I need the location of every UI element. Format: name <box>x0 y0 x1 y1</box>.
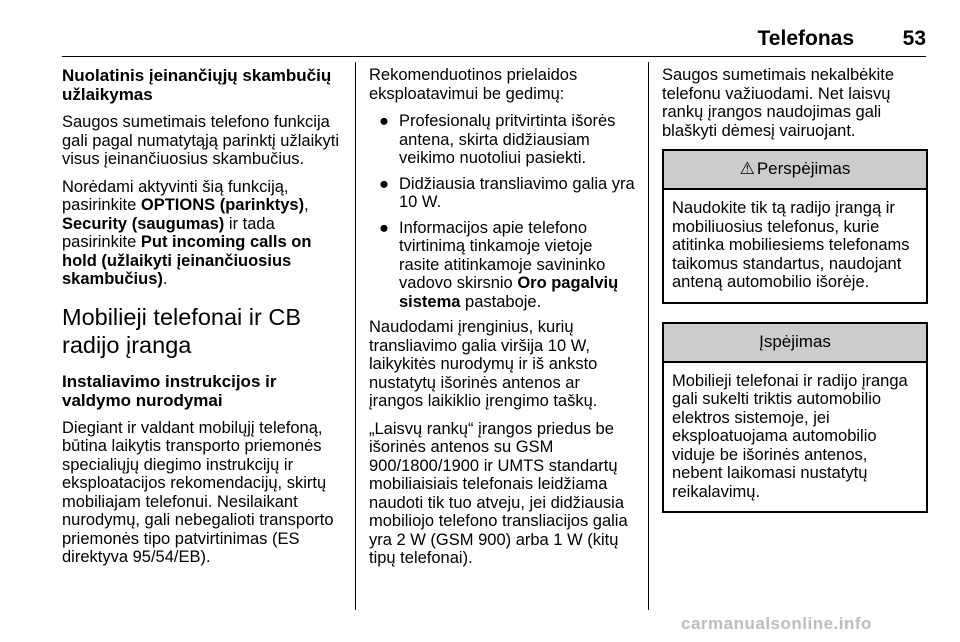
list-item-text: Profesionalų pritvirtinta išorės antena, skirta didžiausiam veikimo nuotoliui pasiekti. <box>399 112 616 167</box>
section-reference-airbag: Oro pagalvių sistema <box>399 274 619 311</box>
text-run: . <box>162 270 168 288</box>
list-item <box>369 175 635 212</box>
recommendations-list <box>369 112 635 311</box>
column-left <box>62 66 346 576</box>
list-item-text: Informacijos apie telefono tvirtinimą tinkamoje vietoje rasite atitinkamoje savininko vadovo skirsnio <box>399 218 606 292</box>
text-run: Norėdami aktyvinti šią funkciją, pasirinkite <box>62 177 289 214</box>
list-item-text: Didžiausia transliavimo galia yra 10 W. <box>399 174 635 211</box>
section-heading-mobile-cb: Mobilieji telefonai ir CB radijo įranga <box>62 303 302 358</box>
paragraph-handsfree: „Laisvų rankų“ įrangos priedus be išorinės antenos su GSM 900/1800/1900 ir UMTS standartų mobiliaisiais telefonais leidžiama naudoti tik tuo atveju, jei didžiausia mobiliojo telefono transliacijos galia yra 2 W (GSM 900) arba 1 W (kitų tipų telefonai). <box>369 419 628 567</box>
caution-box <box>662 322 928 514</box>
paragraph-high-power-usage: Naudodami įrenginius, kurių transliavimo galia viršija 10 W, laikykitės nurodymų ir iš anksto nustatytų išorinės antenos ar įrangos laikiklio įrengimo taškų. <box>369 318 598 410</box>
warning-box <box>662 149 928 304</box>
warning-title: Perspėjimas <box>756 159 851 179</box>
column-divider <box>648 62 649 610</box>
paragraph-recommendations-intro: Rekomenduotinos prielaidos eksploatavimui be gedimų: <box>369 66 578 103</box>
watermark-logo: carmanualsonline.info <box>681 614 872 633</box>
list-item <box>369 219 635 312</box>
column-divider <box>355 62 356 610</box>
paragraph-activate-instructions <box>62 178 346 289</box>
section-heading-install: Instaliavimo instrukcijos ir valdymo nurodymai <box>62 371 277 410</box>
caution-body: Mobilieji telefonai ir radijo įranga gali sukelti triktis automobilio elektros sistemoje, jei eksploatuojama automobilio viduje be išorinės antenos, nebent laikomasi nustatytų reikalavimų. <box>672 371 908 501</box>
bullet-icon: ● <box>379 112 389 130</box>
list-item-text: pastaboje. <box>460 292 542 311</box>
column-middle <box>369 66 635 577</box>
text-run: , <box>304 196 309 214</box>
list-item <box>369 112 635 168</box>
paragraph-safety: Saugos sumetimais nekalbėkite telefonu važiuodami. Net laisvų rankų įrangos naudojimas gali blaškyti dėmesį vairuojant. <box>662 66 895 140</box>
paragraph-hold-info: Saugos sumetimais telefono funkcija gali pagal numatytąją parinktį užlaikyti visus įeinančiuosius skambučius. <box>62 113 339 168</box>
page-title: Telefonas <box>757 27 854 50</box>
section-heading-continuous-hold: Nuolatinis įeinančiųjų skambučių užlaikymas <box>62 66 332 104</box>
text-run: ir tada pasirinkite <box>62 214 275 251</box>
column-right <box>662 66 928 531</box>
page-number: 53 <box>902 27 926 50</box>
bullet-icon: ● <box>379 218 389 237</box>
caution-box-header <box>664 324 926 363</box>
bullet-icon: ● <box>379 174 389 193</box>
menu-option-options: OPTIONS (parinktys) <box>140 196 305 214</box>
caution-title: Įspėjimas <box>759 331 831 351</box>
page-header <box>62 24 926 57</box>
warning-triangle-icon: ⚠ <box>739 159 755 179</box>
warning-body: Naudokite tik tą radijo įrangą ir mobiliuosius telefonus, kurie atitinka mobiliesiems telefonams taikomus standartus, naudojant anteną automobilio išorėje. <box>672 199 910 291</box>
paragraph-install-info: Diegiant ir valdant mobilųjį telefoną, būtina laikytis transporto priemonės specialiųjų diegimo instrukcijų ir eksploatacijos rekomendacijų, skirtų mobiliajam telefonui. Nesilaikant nurodymų, gali nebegalioti transporto priemonės tipo patvirtinimas (ES direktyva 95/54/EB). <box>62 418 334 566</box>
menu-option-security: Security (saugumas) <box>62 214 225 233</box>
menu-option-put-on-hold: Put incoming calls on hold (užlaikyti įeinančiuosius skambučius) <box>62 233 312 288</box>
warning-box-header <box>664 151 926 190</box>
